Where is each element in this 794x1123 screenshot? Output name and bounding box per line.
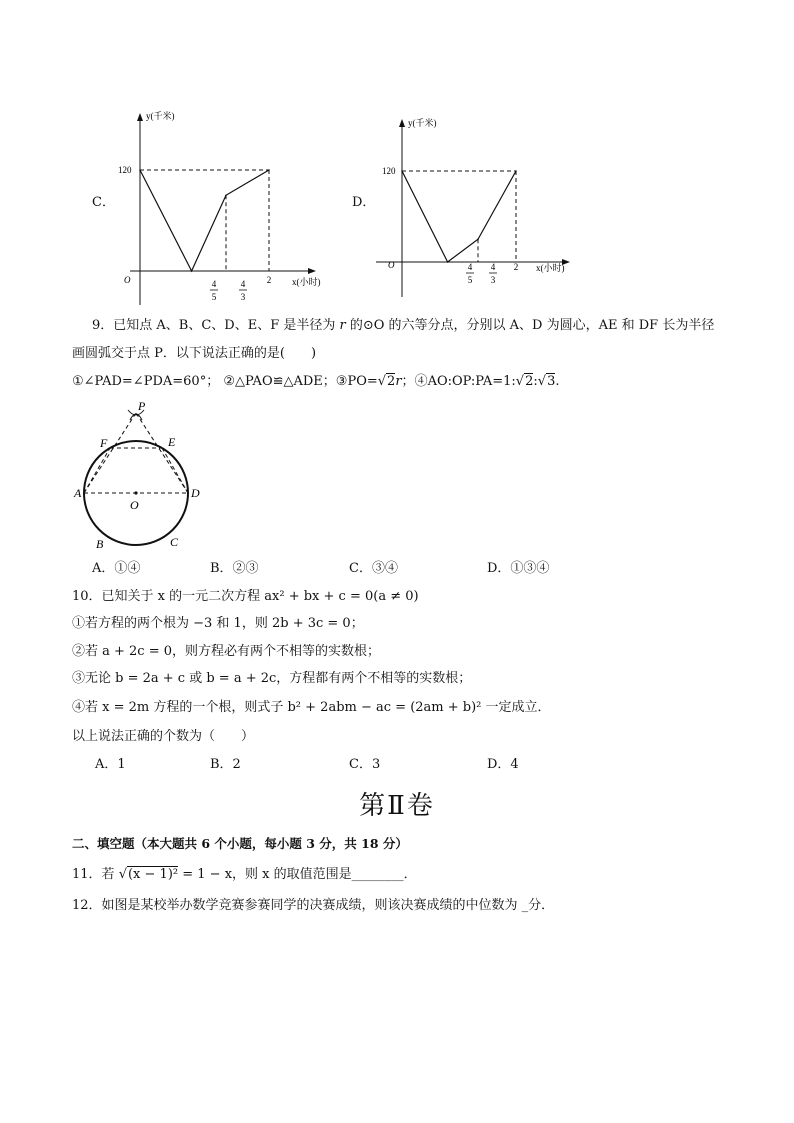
svg-text:F: F [100,436,108,450]
q10-stem: 10．已知关于 x 的一元二次方程 ax² + bx + c = 0(a ≠ 0) [72,589,419,604]
graph-c-xtick-1-den: 5 [211,292,217,302]
q10-statement-4: ④若 x = 2m 方程的一个根，则式子 b² + 2abm − ac = (2am + b)² 一定成立． [72,700,551,715]
graph-d-xtick-1-den: 5 [467,275,473,285]
graph-d-point-3 [515,170,517,172]
part-two-title: 第Ⅱ卷 [359,791,435,821]
q9-statement-1: ①∠PAD=∠PDA=60°； [72,374,220,389]
svg-text:B: B [96,537,104,551]
graph-d-xtick-1-num: 4 [467,262,473,272]
q10-choice-b[interactable]: B．2 [210,757,241,772]
q10-statement-1: ①若方程的两个根为 −3 和 1，则 2b + 3c = 0； [72,616,364,631]
q11: 11．若 √(x − 1)² = 1 − x，则 x 的取值范围是________． [72,867,417,882]
graph-d-y-axis-label: y(千米) [408,118,437,128]
option-c-label: C． [92,195,115,210]
graph-d-xtick-2-num: 4 [490,262,496,272]
graph-c-point-1 [191,270,193,272]
q10-choice-a[interactable]: A．1 [95,757,126,772]
q9-choice-a[interactable]: A．①④ [92,561,141,576]
q9-circle-figure [72,398,222,558]
svg-text:C: C [170,535,179,549]
option-d-label: D． [352,195,376,210]
q12: 12．如图是某校举办数学竞赛参赛同学的决赛成绩，则该决赛成绩的中位数为 _分． [72,898,555,913]
q9-statement-3: ③PO=√2r； [335,374,415,389]
q10-choice-d[interactable]: D．4 [487,757,519,772]
graph-c-xtick-3: 2 [266,275,272,285]
graph-d-xtick-2-den: 3 [490,275,496,285]
graph-d-xtick-3: 2 [513,262,519,272]
graph-c-origin: O [124,275,131,285]
section-heading: 二、填空题（本大题共 6 个小题，每小题 3 分，共 18 分） [72,836,408,851]
graph-c-y-axis-label: y(千米) [146,111,175,121]
graph-c-point-2 [225,194,227,196]
graph-c-point-3 [268,169,270,171]
graph-c-series-line [140,170,269,271]
q9-choice-c[interactable]: C．③④ [349,561,398,576]
svg-text:O: O [130,498,139,512]
q9-choice-b[interactable]: B．②③ [210,561,259,576]
q9-statement-2: ②△PAO≌△ADE； [223,374,336,389]
graph-d-x-axis-label: x(小时) [536,263,565,273]
q9-line-1: 9．已知点 A、B、C、D、E、F 是半径为 r 的⊙O 的六等分点，分别以 A、D 为圆心，AE 和 DF 长为半径 [92,318,715,333]
graph-c-plot [139,169,270,272]
q10-statement-3: ③无论 b = 2a + c 或 b = a + 2c，方程都有两个不相等的实数根； [72,671,472,686]
q9-statement-4: ④AO:OP:PA=1:√2:√3. [414,374,560,389]
graph-c-point-0 [139,169,141,171]
q10-statement-2: ②若 a + 2c = 0，则方程必有两个不相等的实数根； [72,644,381,659]
graph-c-x-axis-label: x(小时) [292,277,321,287]
svg-text:P: P [138,399,146,413]
svg-text:D: D [191,486,200,500]
graph-c-xtick-2-den: 3 [240,292,246,302]
graph-d-origin: O [388,260,395,270]
svg-text:A: A [74,486,82,500]
graph-d-series-line [402,171,516,262]
q9-statements [72,373,559,391]
graph-c-xtick-1-num: 4 [211,279,217,289]
graph-d-point-0 [401,170,403,172]
graph-d-point-2 [477,238,479,240]
q10-choice-c[interactable]: C．3 [349,757,381,772]
graph-c-xtick-2-num: 4 [240,279,246,289]
q9-choice-d[interactable]: D．①③④ [487,561,550,576]
graph-d-y-tick: 120 [382,166,396,176]
graph-c-y-tick: 120 [118,165,132,175]
q9-line-2: 画圆弧交于点 P．以下说法正确的是( ) [72,346,317,361]
graph-d-plot [401,170,517,263]
svg-text:E: E [168,435,176,449]
q10-question: 以上说法正确的个数为（ ） [72,729,255,744]
graph-d [370,115,580,300]
graph-c [110,105,325,310]
graph-d-point-1 [447,261,449,263]
